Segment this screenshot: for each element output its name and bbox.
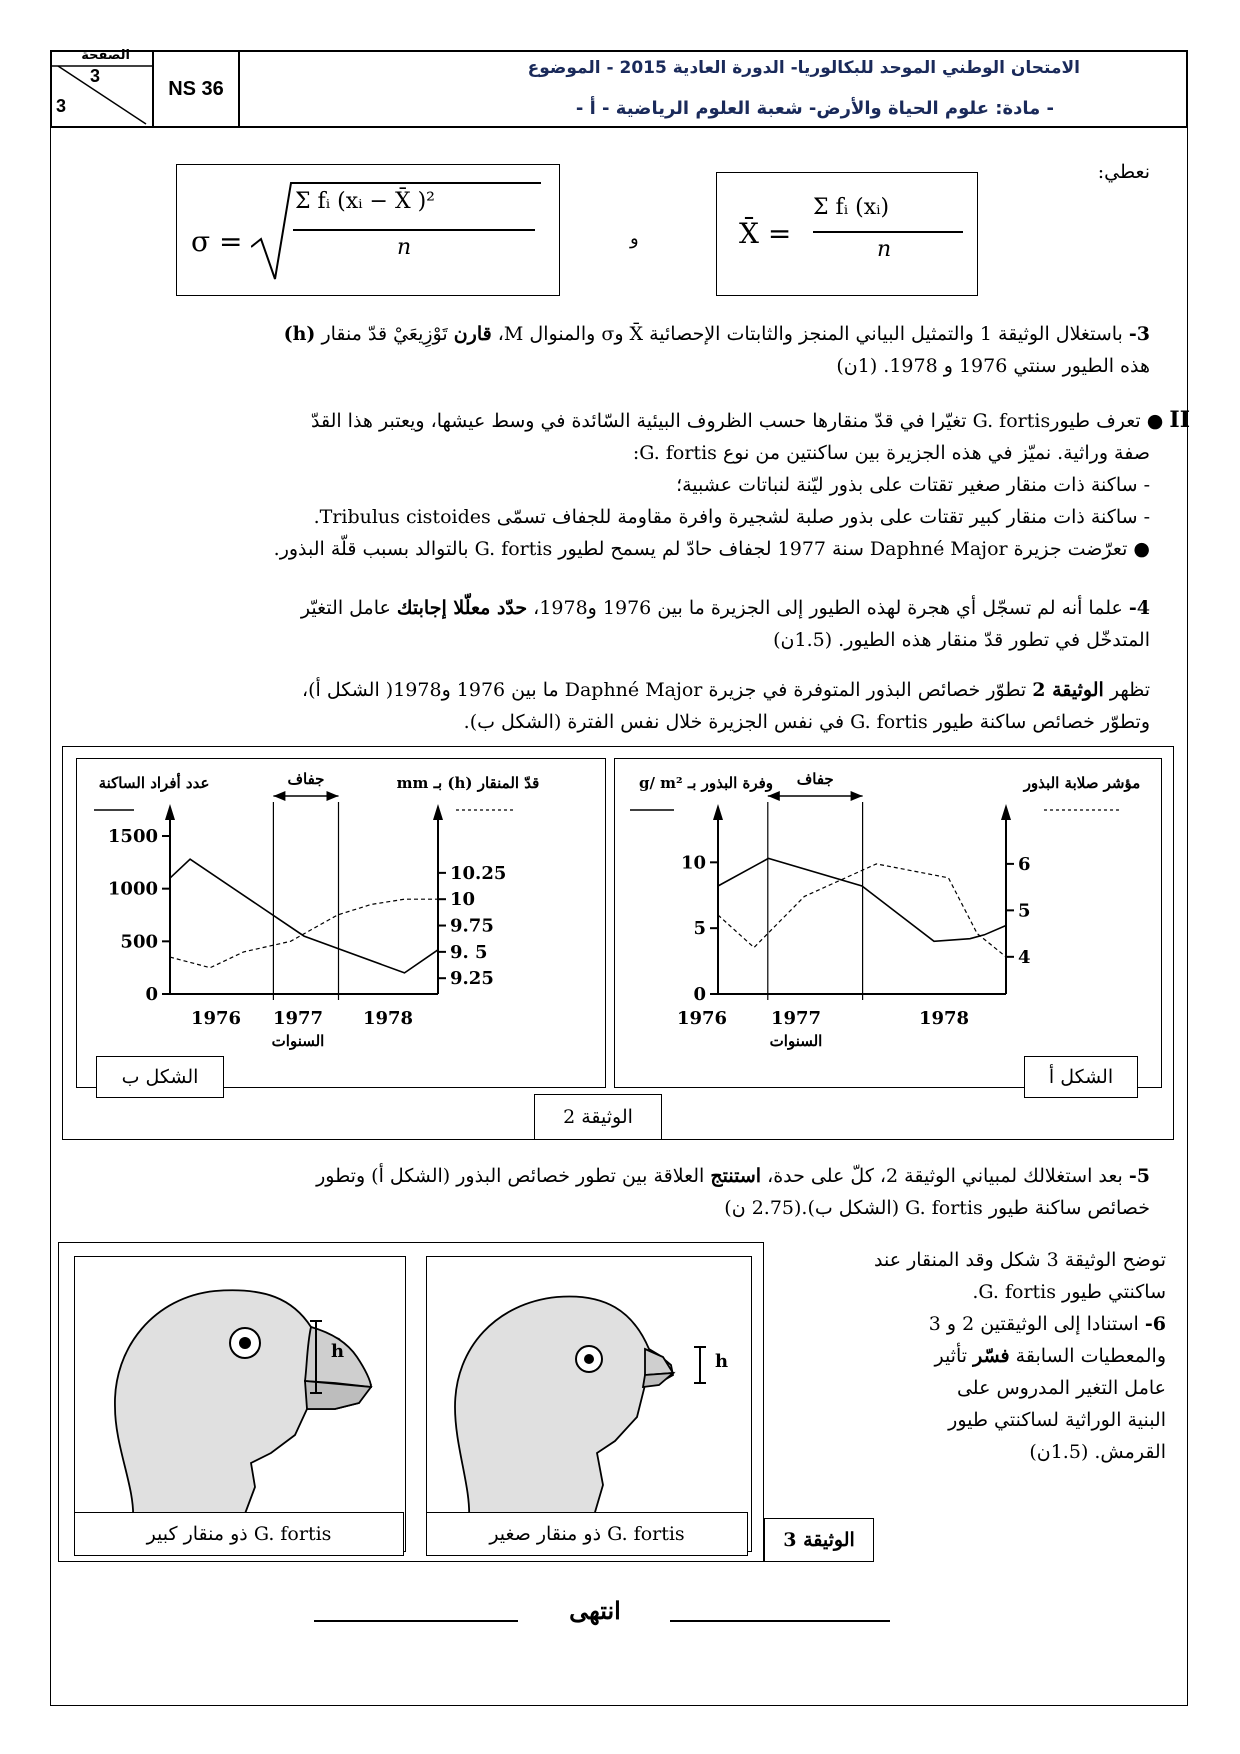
small-beak-caption: G. fortis ذو منقار صغير bbox=[426, 1512, 748, 1556]
part2-b1l2: صفة وراثية. نميّز في هذه الجزيرة بين ساكنتين من نوع G. fortis: bbox=[632, 442, 1150, 464]
left-tick-label: 0 bbox=[693, 984, 706, 1005]
q6-line3: عامل التغير المدروس على bbox=[956, 1377, 1166, 1399]
large-beak-caption: G. fortis ذو منقار كبير bbox=[74, 1512, 404, 1556]
left-tick-label: 500 bbox=[120, 931, 158, 953]
small-h-label: h bbox=[715, 1351, 729, 1372]
q4-verb: حدّد معلّلا إجابتك bbox=[396, 597, 528, 619]
sigma-denominator: n bbox=[397, 235, 412, 260]
sigma-formula-box bbox=[176, 164, 560, 296]
left-axis-label: عدد أفراد الساكنة bbox=[98, 774, 210, 792]
bullet-icon: ● bbox=[1140, 410, 1164, 432]
x-tick-label: 1978 bbox=[918, 1008, 970, 1029]
question-5 bbox=[90, 1160, 1150, 1224]
left-tick-label: 5 bbox=[693, 918, 706, 940]
doc2-caption: الوثيقة 2 bbox=[534, 1094, 662, 1140]
drought-label: جفاف bbox=[287, 770, 325, 788]
large-beak-panel bbox=[74, 1256, 406, 1552]
q3-line2: هذه الطيور سنتي 1976 و 1978. (1ن) bbox=[836, 355, 1150, 377]
q6-line4: البنية الوراثية لساكنتي طيور bbox=[948, 1409, 1166, 1431]
question-4 bbox=[90, 592, 1150, 656]
large-h-marker bbox=[309, 1319, 323, 1395]
q4-line2: المتدخّل في تطور قدّ منقار هذه الطيور. (1.5ن) bbox=[773, 629, 1150, 651]
right-tick-label: 5 bbox=[1018, 900, 1031, 922]
q3-text-b: تَوْزِيعَيْ قدّ منقار bbox=[321, 323, 448, 345]
left-axis-arrow-icon bbox=[713, 804, 723, 820]
x-axis-label: السنوات bbox=[271, 1032, 325, 1050]
doc2-intro bbox=[90, 674, 1150, 738]
mean-formula-box bbox=[716, 172, 978, 296]
q5-text-b: العلاقة بين تطور خصائص البذور (الشكل أ) وتطور bbox=[316, 1165, 705, 1187]
page-number-box bbox=[50, 50, 154, 128]
doc3-intro-line1: توضح الوثيقة 3 شكل وقد المنقار عند bbox=[874, 1249, 1166, 1271]
right-axis-label: مؤشر صلابة البذور bbox=[1023, 774, 1141, 792]
left-tick-label: 1500 bbox=[107, 826, 158, 847]
right-tick-label: 6 bbox=[1018, 853, 1031, 875]
series-line-1 bbox=[170, 899, 438, 968]
left-tick-label: 0 bbox=[145, 984, 158, 1005]
doc3-intro-and-q6 bbox=[776, 1244, 1166, 1468]
q3-verb: قارن bbox=[453, 323, 492, 345]
figure-b-label: الشكل ب bbox=[96, 1056, 224, 1098]
q4-line1 bbox=[90, 592, 1150, 624]
drought-label: جفاف bbox=[796, 770, 834, 788]
bullet-icon: ● bbox=[1127, 538, 1150, 560]
exam-title: الامتحان الوطني الموحد للبكالوريا- الدورة العادية 2015 - الموضوع bbox=[527, 58, 1080, 78]
doc3-title: الوثيقة 3 bbox=[764, 1518, 874, 1562]
part2-dash2: - ساكنة ذات منقار كبير تقتات على بذور صلبة لشجيرة وافرة مقاومة للجفاف تسمّى Tribulus cistoides. bbox=[313, 506, 1150, 528]
sigma-lhs: σ = bbox=[191, 225, 243, 258]
q5-line1 bbox=[90, 1160, 1150, 1192]
q4-text-b: عامل التغيّر bbox=[300, 597, 391, 619]
page-label: الصفحة bbox=[81, 48, 130, 63]
q6-verb: فسّر bbox=[973, 1345, 1010, 1367]
right-tick-label: 9.75 bbox=[450, 915, 494, 937]
subject-line: - مادة: علوم الحياة والأرض- شعبة العلوم الرياضية - أ - bbox=[575, 98, 1054, 119]
chart-figure-b bbox=[76, 758, 606, 1088]
large-beak-bird-head bbox=[75, 1257, 407, 1517]
q5-number: 5- bbox=[1128, 1165, 1150, 1187]
q6-l2b: تأثير bbox=[934, 1345, 968, 1367]
left-axis-arrow-icon bbox=[165, 804, 175, 820]
small-beak-bird-head bbox=[427, 1257, 753, 1517]
exam-code: NS 36 bbox=[154, 50, 240, 128]
doc3-intro-line2: ساكنتي طيور G. fortis. bbox=[972, 1281, 1166, 1303]
doc2-intro-line1 bbox=[90, 674, 1150, 706]
x-tick-label: 1976 bbox=[676, 1008, 728, 1029]
drought-arrow-right-icon bbox=[851, 791, 863, 801]
doc2-intro-a: تظهر bbox=[1109, 679, 1150, 701]
right-tick-label: 10.25 bbox=[450, 862, 507, 884]
formulas-intro: نعطي: bbox=[1097, 161, 1150, 183]
part2-b1l1: تعرف طيورG. fortis تغيّرا في قدّ منقارها حسب الظروف البيئية السّائدة في وسط عيشها، ويعتبر هذا القدّ bbox=[310, 410, 1141, 432]
page-number: 3 bbox=[90, 66, 101, 86]
mean-numerator: Σ fᵢ (xᵢ) bbox=[813, 195, 890, 220]
small-beak-panel bbox=[426, 1256, 752, 1552]
part-2 bbox=[70, 404, 1190, 565]
doc2-intro-doc: الوثيقة 2 bbox=[1032, 679, 1104, 701]
q3-text-a: باستغلال الوثيقة 1 والتمثيل البياني المنجز والثابتات الإحصائية X̄ وσ والمنوال M، bbox=[497, 323, 1123, 345]
drought-arrow-left-icon bbox=[768, 791, 780, 801]
left-tick-label: 1000 bbox=[107, 878, 158, 900]
footer-rule-right bbox=[670, 1620, 890, 1622]
footer-rule-left bbox=[314, 1620, 518, 1622]
question-3 bbox=[90, 318, 1150, 382]
doc2-intro-b: تطوّر خصائص البذور المتوفرة في جزيرة Daphné Major ما بين 1976 و1978( الشكل أ)، bbox=[301, 679, 1027, 701]
right-axis-label: قدّ المنقار (h) بـ mm bbox=[396, 774, 540, 792]
figure-a-label: الشكل أ bbox=[1024, 1056, 1138, 1098]
q3-number: 3- bbox=[1128, 323, 1150, 345]
q5-line2: خصائص ساكنة طيور G. fortis (الشكل ب).(2.75 ن) bbox=[724, 1197, 1150, 1219]
part2-dash1: - ساكنة ذات منقار صغير تقتات على بذور ليّنة لنباتات عشبية؛ bbox=[676, 474, 1150, 496]
formula-connector: و bbox=[630, 228, 639, 249]
part2-number: II bbox=[1169, 407, 1190, 433]
x-tick-label: 1977 bbox=[272, 1008, 324, 1029]
q6-line1 bbox=[776, 1308, 1166, 1340]
q4-text-a: علما أنه لم تسجّل أي هجرة لهذه الطيور إلى الجزيرة ما بين 1976 و1978، bbox=[533, 597, 1123, 619]
part2-bullet2 bbox=[70, 533, 1190, 565]
drought-arrow-right-icon bbox=[327, 791, 339, 801]
q6-l2a: والمعطيات السابقة bbox=[1015, 1345, 1166, 1367]
q3-h: (h) bbox=[283, 323, 316, 345]
chart-figure-a bbox=[614, 758, 1162, 1088]
mean-fraction-bar bbox=[813, 231, 963, 233]
mean-lhs: X̄ = bbox=[739, 217, 792, 250]
doc2-intro-line2: وتطوّر خصائص ساكنة طيور G. fortis في نفس الجزيرة خلال نفس الفترة (الشكل ب). bbox=[463, 711, 1150, 733]
right-axis-arrow-icon bbox=[433, 804, 443, 820]
q5-verb: استنتج bbox=[710, 1165, 762, 1187]
end-text: انتهى bbox=[569, 1596, 621, 1625]
q4-number: 4- bbox=[1128, 597, 1150, 619]
x-tick-label: 1976 bbox=[190, 1008, 242, 1029]
x-axis-label: السنوات bbox=[769, 1032, 823, 1050]
sigma-fraction-bar bbox=[293, 229, 535, 231]
part2-b2-text: تعرّضت جزيرة Daphné Major سنة 1977 لجفاف حادّ لم يسمح لطيور G. fortis بالتوالد بسبب قلّة البذور. bbox=[273, 538, 1128, 560]
series-line-0 bbox=[170, 859, 438, 973]
sigma-numerator: Σ fᵢ (xᵢ − X̄ )² bbox=[295, 189, 436, 214]
x-tick-label: 1977 bbox=[770, 1008, 822, 1029]
right-axis-arrow-icon bbox=[1001, 804, 1011, 820]
page-total: 3 bbox=[56, 96, 67, 116]
mean-denominator: n bbox=[877, 237, 892, 262]
right-tick-label: 4 bbox=[1018, 946, 1031, 968]
q5-text-a: بعد استغلالك لمبياني الوثيقة 2، كلّ على حدة، bbox=[767, 1165, 1123, 1187]
q3-line1 bbox=[90, 318, 1150, 350]
q6-l1: استنادا إلى الوثيقتين 2 و 3 bbox=[928, 1313, 1139, 1335]
large-h-label: h bbox=[331, 1341, 345, 1362]
x-tick-label: 1978 bbox=[362, 1008, 414, 1029]
drought-arrow-left-icon bbox=[273, 791, 285, 801]
q6-line2 bbox=[776, 1340, 1166, 1372]
right-tick-label: 9.25 bbox=[450, 968, 494, 990]
small-h-marker bbox=[693, 1345, 707, 1385]
q6-line5: القرمش. (1.5ن) bbox=[1029, 1441, 1166, 1463]
right-tick-label: 9. 5 bbox=[450, 941, 488, 963]
q6-number: 6- bbox=[1144, 1313, 1166, 1335]
part2-bullet1 bbox=[70, 404, 1190, 437]
left-tick-label: 10 bbox=[680, 852, 706, 874]
right-tick-label: 10 bbox=[450, 889, 476, 911]
left-axis-label: وفرة البذور بـ g/ m² bbox=[638, 774, 774, 792]
